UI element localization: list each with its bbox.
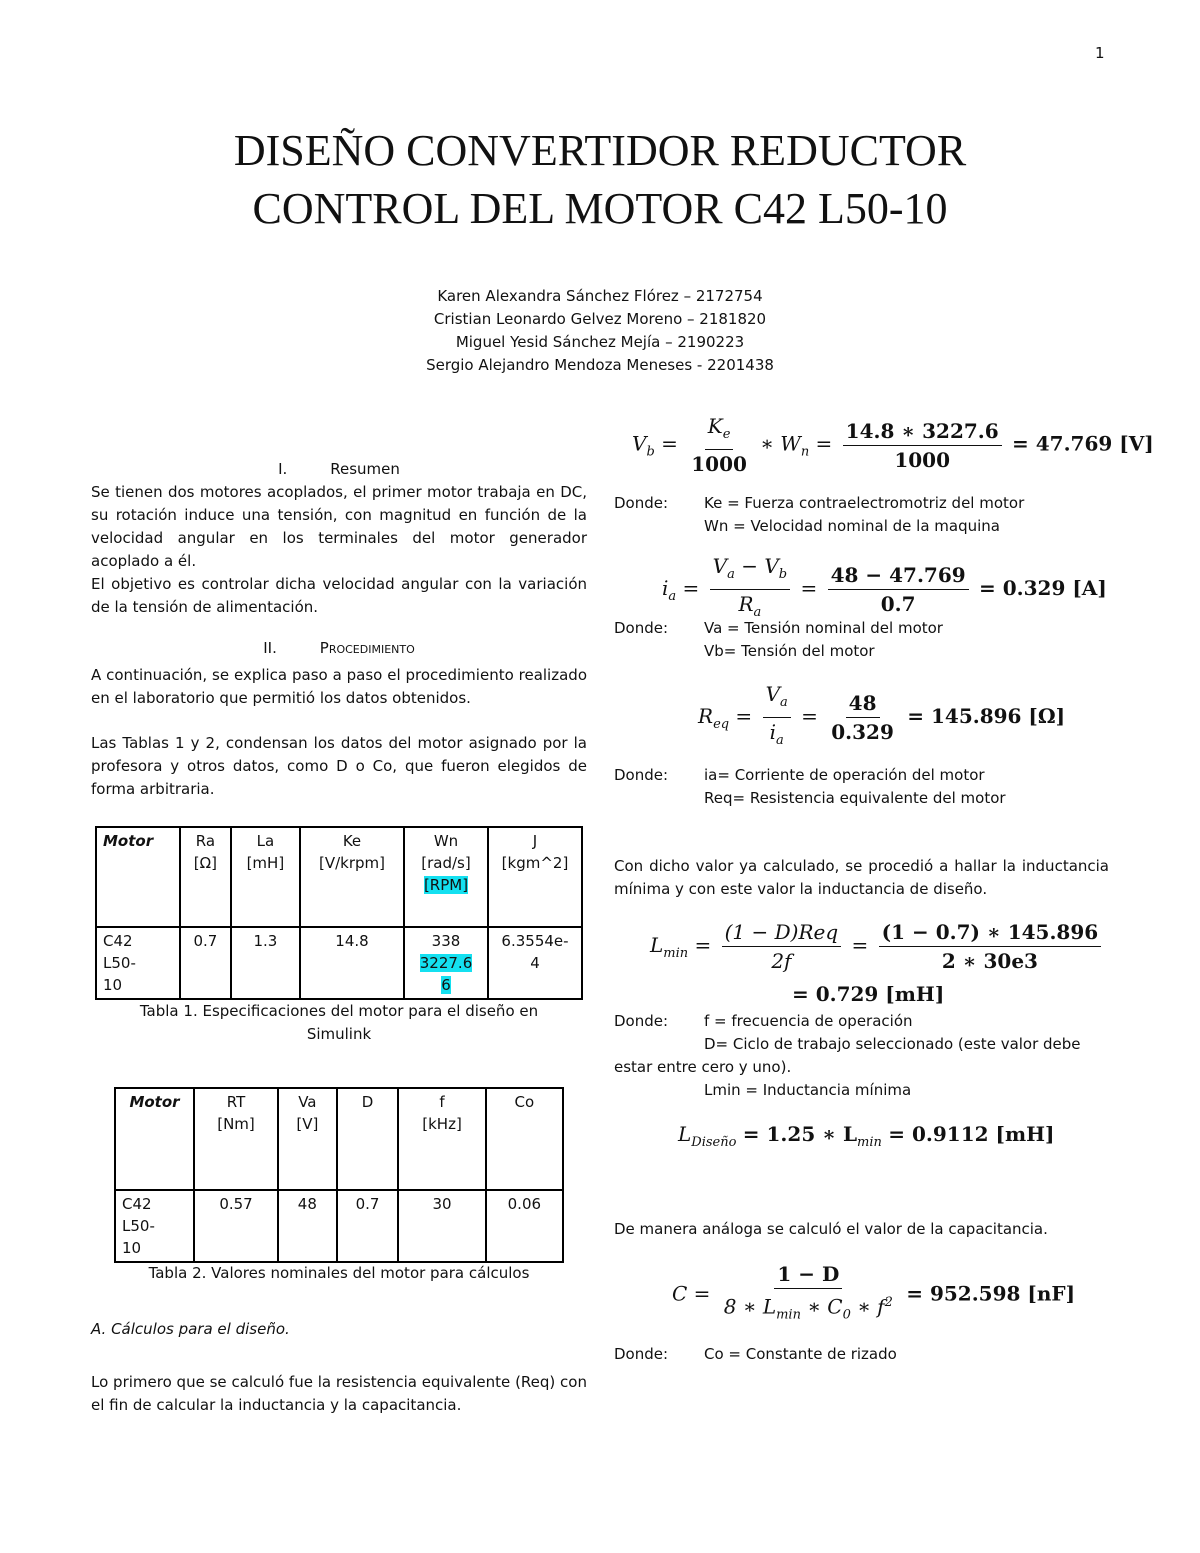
caption-line: Tabla 1. Especificaciones del motor para el diseño en (139, 1002, 539, 1020)
table-header-cell: Va [V] (278, 1088, 337, 1190)
table-header-row (96, 827, 582, 927)
definition: Wn = Velocidad nominal de la maquina (704, 517, 1000, 535)
table-cell: 48 (278, 1190, 337, 1262)
paper-title-line-1: DISEÑO CONVERTIDOR REDUCTOR (233, 126, 967, 175)
section-number: II. (263, 639, 277, 657)
table-row (115, 1190, 563, 1262)
paragraph: El objetivo es controlar dicha velocidad angular con la variación de la tensión de alimentación. (91, 575, 587, 616)
definition: f = frecuencia de operación (704, 1012, 913, 1030)
caption-line: Simulink (306, 1025, 372, 1043)
table-cell: C42 L50- 10 (115, 1190, 194, 1262)
table-header-cell: D (337, 1088, 399, 1190)
table-cell: 14.8 (300, 927, 404, 999)
section-heading-procedimiento (91, 637, 587, 660)
motor-specs-table (95, 826, 583, 1000)
section-number: I. (278, 460, 288, 478)
donde-label: Donde: (614, 766, 669, 784)
table-cell: 0.7 (337, 1190, 399, 1262)
equation-lmin-result: = 0.729 [mH] (792, 982, 945, 1006)
donde-label: Donde: (614, 619, 669, 637)
author-list (0, 285, 1200, 377)
highlighted-text: [RPM] (423, 876, 469, 894)
table-header-cell: Motor (115, 1088, 194, 1190)
left-column (91, 458, 587, 801)
paragraph: Las Tablas 1 y 2, condensan los datos del motor asignado por la profesora y otros datos, como D o Co, que fueron elegidos de forma arbitraria. (91, 734, 587, 798)
table-cell: 338 3227.6 6 (404, 927, 488, 999)
definition: Va = Tensión nominal del motor (704, 619, 943, 637)
equation-capacitance: C = $\frac{1 - D}{8 ∗ L_{min} ∗ C_0 ∗ f^2}$ = 952.598 [nF] (672, 1262, 1076, 1323)
definition-block (614, 617, 1114, 663)
definition: Vb= Tensión del motor (704, 642, 875, 660)
table-caption (91, 1000, 587, 1046)
definition-block (614, 1343, 1109, 1366)
table-header-cell: Ke [V/krpm] (300, 827, 404, 927)
equation-req: $R_{eq}$ = $\frac{V_a}{i_a}$ = $\frac{48}{0.329}$ = 145.896 [Ω] (698, 682, 1066, 748)
definition-block (614, 492, 1114, 538)
donde-label: Donde: (614, 1012, 669, 1030)
table-cell: 30 (398, 1190, 485, 1262)
equation-ldiseno: $L_{Diseño} = 1.25$ ∗ $L_{min} = 0.9112$ [mH] (678, 1122, 1055, 1150)
paragraph: Con dicho valor ya calculado, se procedió a hallar la inductancia mínima y con este valor la inductancia de diseño. (614, 857, 1109, 898)
section-title: Procedimiento (319, 639, 415, 657)
paragraph: Lo primero que se calculó fue la resistencia equivalente (Req) con el fin de calcular la inductancia y la capacitancia. (91, 1373, 587, 1414)
definition-block (614, 1010, 1109, 1102)
table-header-cell: f [kHz] (398, 1088, 485, 1190)
definition: ia= Corriente de operación del motor (704, 766, 985, 784)
table-row (96, 927, 582, 999)
table-header-cell: J [kgm^2] (488, 827, 582, 927)
subsection-heading: A. Cálculos para el diseño. (91, 1320, 290, 1338)
table-cell: 0.7 (180, 927, 231, 999)
page-number: 1 (1095, 44, 1105, 62)
nominal-values-table (114, 1087, 564, 1263)
definition-block (614, 764, 1114, 810)
author: Miguel Yesid Sánchez Mejía – 2190223 (455, 333, 745, 351)
table-header-row (115, 1088, 563, 1190)
definition: Req= Resistencia equivalente del motor (704, 789, 1006, 807)
table-cell: 0.57 (194, 1190, 278, 1262)
section-heading-resumen (91, 458, 587, 481)
table-header-cell: Ra [Ω] (180, 827, 231, 927)
paper-title-line-2: CONTROL DEL MOTOR C42 L50-10 (252, 184, 948, 233)
paragraph: Se tienen dos motores acoplados, el primer motor trabaja en DC, su rotación induce una tensión, con magnitud en función de la velocidad angular en los terminales del motor generador acoplado a él. (91, 483, 587, 570)
equation-ia: $i_a$ = $\frac{V_a - V_b}{R_a}$ = $\frac{48 - 47.769}{0.7}$ = 0.329 [A] (662, 554, 1107, 620)
equation-lmin: $L_{min}$ = $\frac{\text{(1 − D)Req}}{2f}$ = $\frac{(1 - 0.7) ∗ 145.896}{2 ∗ 30e3}$ (650, 918, 1105, 975)
table-header-cell: Motor (96, 827, 180, 927)
definition: Lmin = Inductancia mínima (704, 1081, 912, 1099)
donde-label: Donde: (614, 494, 669, 512)
table-header-cell: RT [Nm] (194, 1088, 278, 1190)
table-header-cell: Wn [rad/s] [RPM] (404, 827, 488, 927)
section-title: Resumen (330, 460, 400, 478)
definition: Ke = Fuerza contraelectromotriz del motor (704, 494, 1025, 512)
definition: Co = Constante de rizado (704, 1345, 897, 1363)
donde-label: Donde: (614, 1345, 669, 1363)
table-header-cell: La [mH] (231, 827, 300, 927)
paragraph: A continuación, se explica paso a paso el procedimiento realizado en el laboratorio que permitió los datos obtenidos. (91, 666, 587, 707)
table-caption: Tabla 2. Valores nominales del motor para cálculos (148, 1264, 530, 1282)
author: Karen Alexandra Sánchez Flórez – 2172754 (437, 287, 763, 305)
table-cell: C42 L50- 10 (96, 927, 180, 999)
table-cell: 0.06 (486, 1190, 563, 1262)
table-cell: 1.3 (231, 927, 300, 999)
paragraph: De manera análoga se calculó el valor de la capacitancia. (614, 1220, 1048, 1238)
table-cell: 6.3554e- 4 (488, 927, 582, 999)
author: Sergio Alejandro Mendoza Meneses - 2201438 (426, 356, 774, 374)
author: Cristian Leonardo Gelvez Moreno – 2181820 (433, 310, 767, 328)
definition: D= Ciclo de trabajo seleccionado (este valor debe estar entre cero y uno). (614, 1035, 1081, 1076)
equation-vb: $V_b$ = $\frac{K_e}{1000}$ ∗ $W_n$ = $\frac{14.8 ∗ 3227.6}{1000}$ = 47.769 [V] (632, 414, 1154, 476)
table-header-cell: Co (486, 1088, 563, 1190)
